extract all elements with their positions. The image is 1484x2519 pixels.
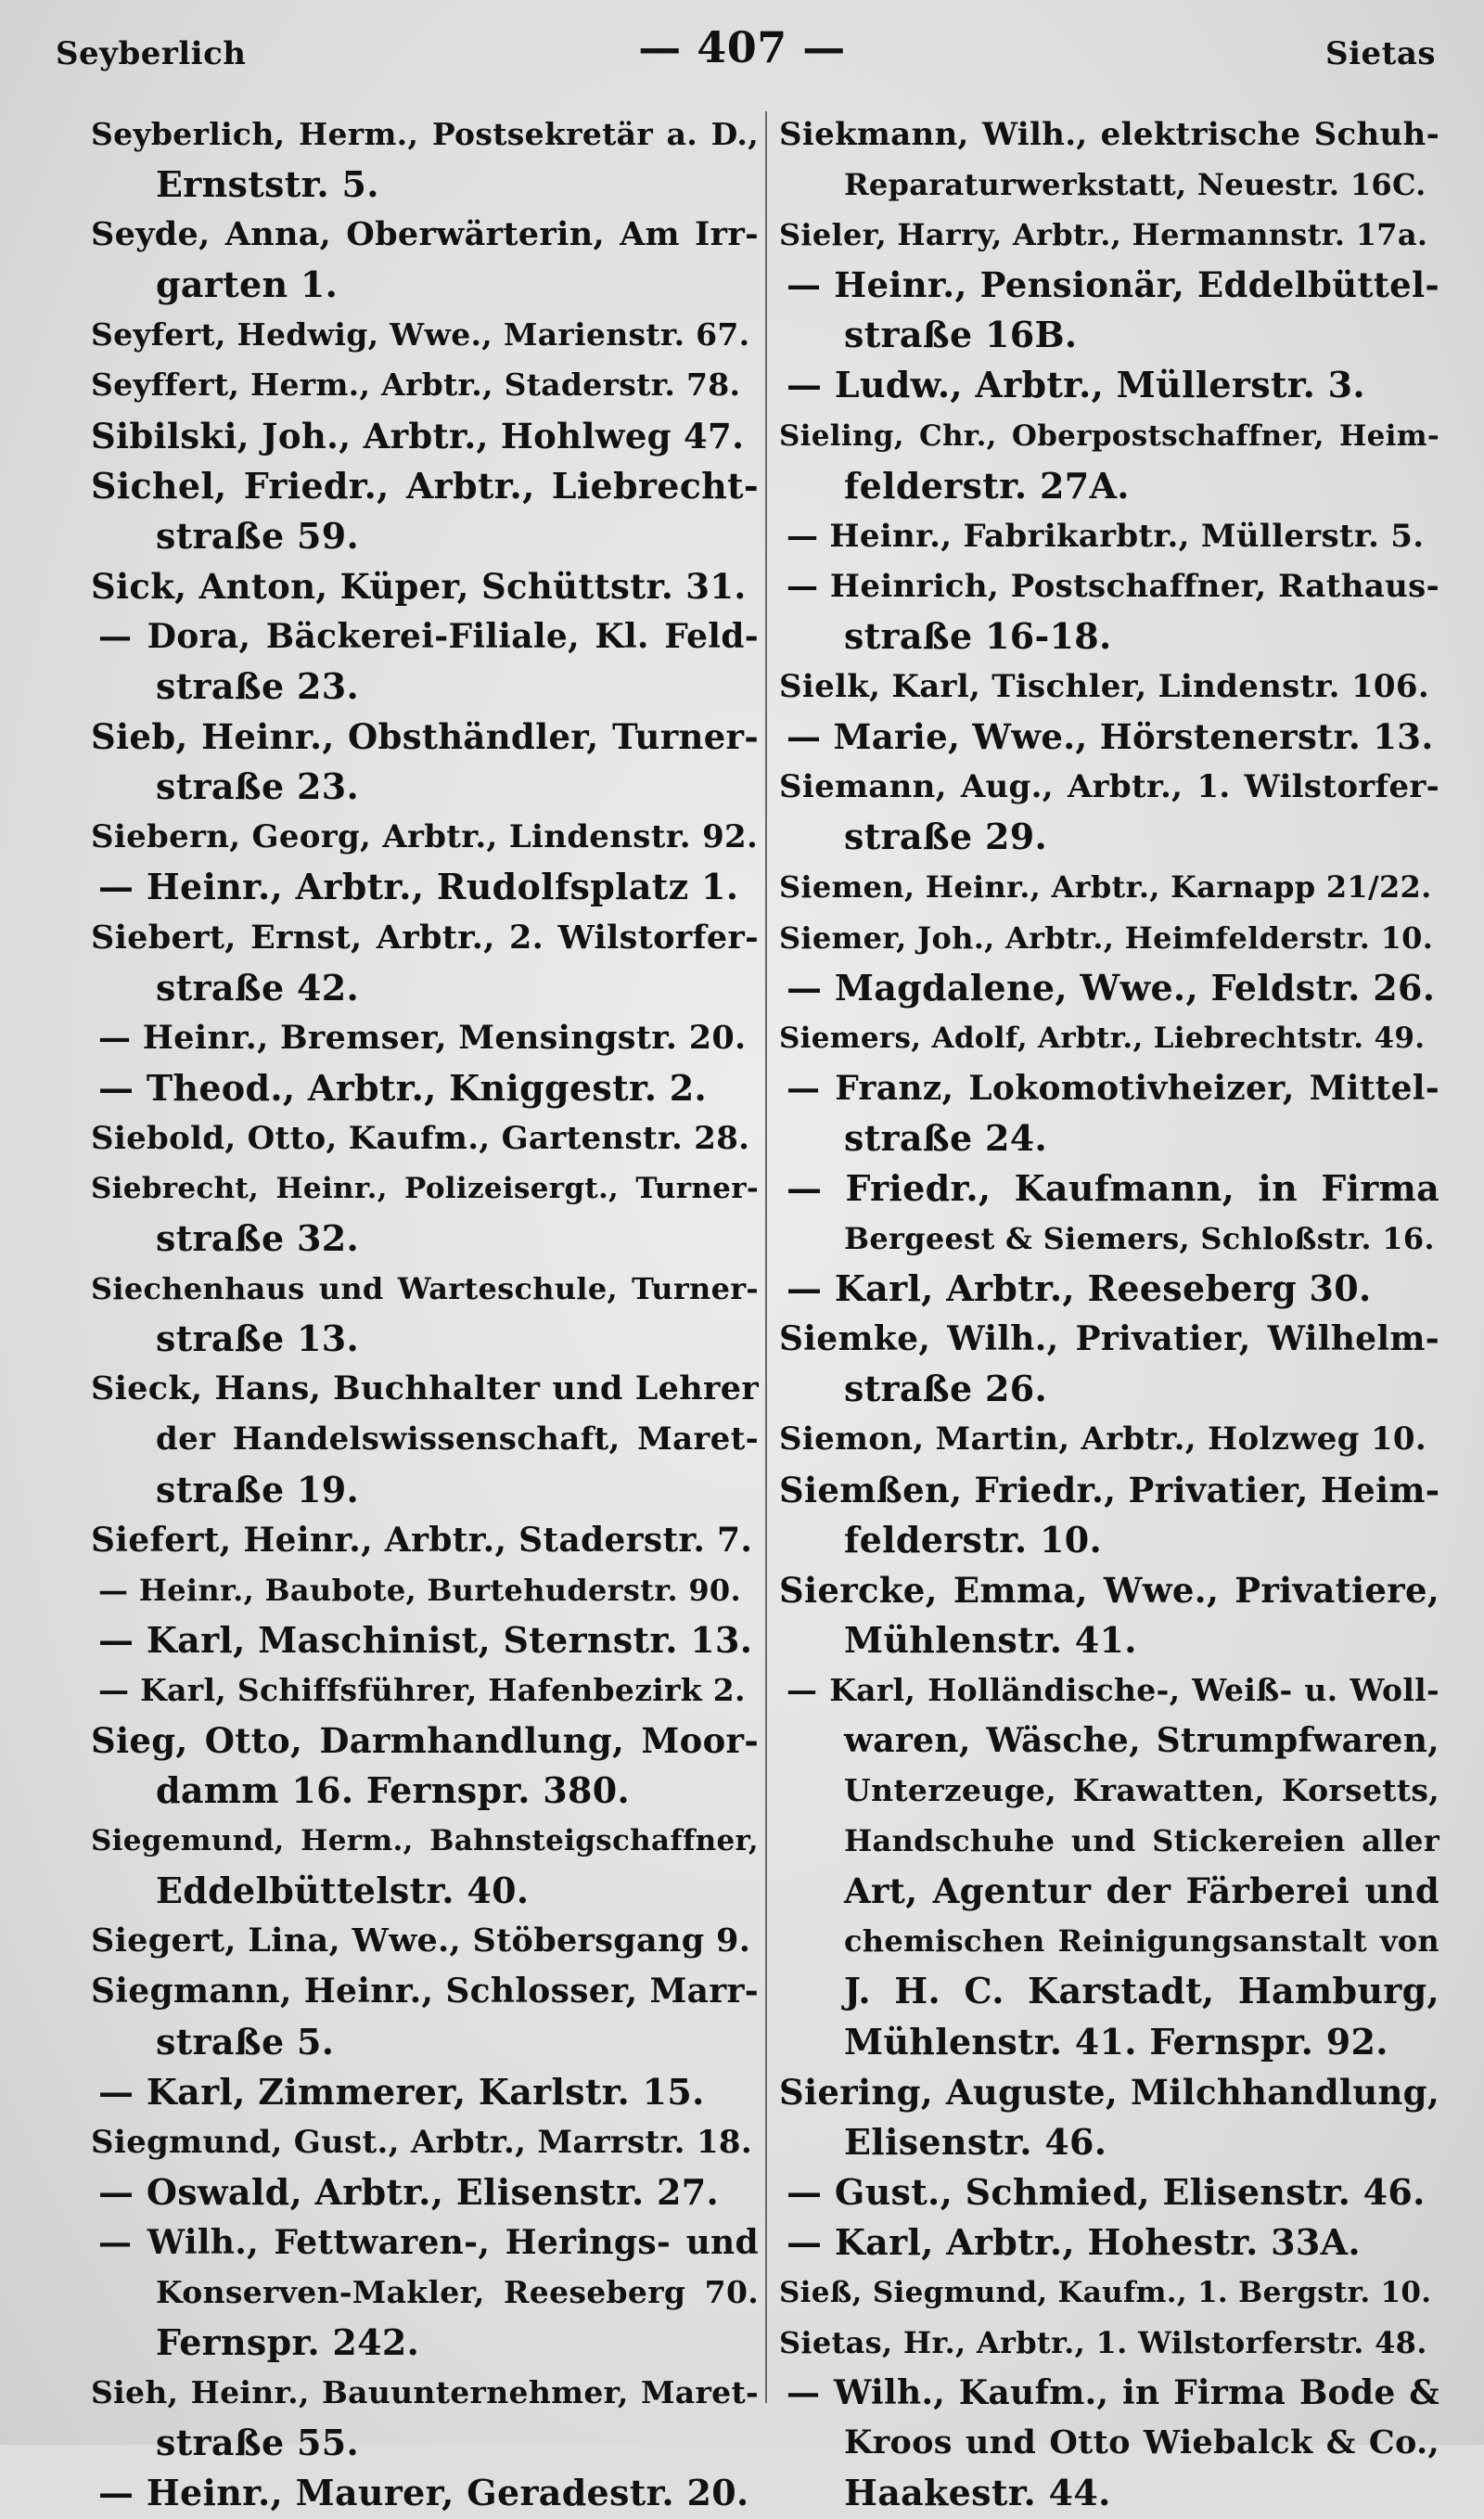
directory-line: Sieler, Harry, Arbtr., Hermannstr. 17a. [779,217,1428,253]
directory-line: straße 42. [156,966,359,1009]
directory-line: straße 26. [844,1368,1047,1410]
directory-line: straße 13. [156,1317,359,1360]
directory-line: — Oswald, Arbtr., Elisenstr. 27. [98,2170,720,2213]
directory-line: Konserven-Makler, Reeseberg 70. [156,2274,759,2311]
directory-line: felderstr. 10. [844,1518,1102,1561]
directory-line: — Karl, Schiffsführer, Hafenbezirk 2. [98,1671,746,1708]
directory-line: — Magdalene, Wwe., Feldstr. 26. [787,966,1436,1009]
directory-line: Haakestr. 44. [844,2472,1111,2514]
directory-line: — Wilh., Fettwaren-, Herings- und [98,2222,759,2262]
directory-line: Art, Agentur der Färberei und [844,1870,1439,1912]
directory-line: Siefert, Heinr., Arbtr., Staderstr. 7. [91,1520,753,1560]
directory-line: Sielk, Karl, Tischler, Lindenstr. 106. [779,668,1429,706]
directory-line: — Dora, Bäckerei-Filiale, Kl. Feld- [98,616,759,656]
directory-line: Siering, Auguste, Milchhandlung, [779,2071,1439,2113]
directory-line: straße 23. [156,765,359,808]
directory-line: Sieck, Hans, Buchhalter und Lehrer [91,1369,759,1408]
directory-line: Seyberlich, Herm., Postsekretär a. D., [91,116,759,152]
directory-line: Siegemund, Herm., Bahnsteigschaffner, [91,1824,759,1858]
directory-line: straße 29. [844,816,1047,858]
directory-line: Siegmann, Heinr., Schlosser, Marr- [91,1972,759,2011]
directory-line: — Marie, Wwe., Hörstenerstr. 13. [787,716,1434,758]
directory-line: Siemen, Heinr., Arbtr., Karnapp 21/22. [779,869,1432,906]
directory-line: — Karl, Arbtr., Reeseberg 30. [787,1267,1372,1310]
directory-line: straße 59. [156,514,359,557]
directory-line: garten 1. [156,263,339,306]
directory-line: Siemßen, Friedr., Privatier, Heim- [779,1469,1440,1510]
header-last-entry: Sietas [1325,35,1436,72]
directory-line: Sieh, Heinr., Bauunternehmer, Maret- [91,2374,759,2411]
directory-line: Ernststr. 5. [156,163,379,206]
directory-line: Mühlenstr. 41. Fernspr. 92. [844,2020,1388,2063]
directory-line: — Ludw., Arbtr., Müllerstr. 3. [787,364,1365,406]
directory-line: felderstr. 27A. [844,464,1130,507]
directory-line: Siekmann, Wilh., elektrische Schuh- [779,116,1439,153]
directory-line: Siemke, Wilh., Privatier, Wilhelm- [779,1319,1439,1359]
directory-line: Sibilski, Joh., Arbtr., Hohlweg 47. [91,415,745,456]
directory-line: straße 32. [156,1217,359,1260]
directory-line: Siemer, Joh., Arbtr., Heimfelderstr. 10. [779,919,1434,956]
directory-line: — Friedr., Kaufmann, in Firma [787,1166,1439,1209]
directory-line: Mühlenstr. 41. [844,1618,1137,1661]
directory-line: — Heinr., Baubote, Burtehuderstr. 90. [98,1572,741,1608]
directory-line: straße 5. [156,2020,335,2063]
directory-line: Sieg, Otto, Darmhandlung, Moor- [91,1720,759,1761]
directory-line: — Heinr., Arbtr., Rudolfsplatz 1. [98,866,739,908]
directory-line: Siemers, Adolf, Arbtr., Liebrechtstr. 49. [779,1021,1426,1055]
directory-line: Sieling, Chr., Oberpostschaffner, Heim- [779,418,1439,453]
directory-line: damm 16. Fernspr. 380. [156,1769,631,1812]
page-number: — 407 — [638,22,846,72]
directory-line: Siebert, Ernst, Arbtr., 2. Wilstorfer- [91,918,759,957]
directory-line: — Karl, Arbtr., Hohestr. 33A. [787,2220,1361,2263]
directory-line: Siebrecht, Heinr., Polizeisergt., Turner- [91,1171,759,1205]
directory-line: Siebold, Otto, Kaufm., Gartenstr. 28. [91,1119,750,1157]
directory-line: — Heinr., Pensionär, Eddelbüttel- [787,264,1439,306]
directory-line: Sick, Anton, Küper, Schüttstr. 31. [91,565,747,607]
page-header [45,17,1439,82]
directory-line: straße 55. [156,2422,359,2464]
directory-line: Handschuhe und Stickereien aller [844,1823,1439,1859]
directory-line: straße 19. [156,1468,359,1510]
header-first-entry: Seyberlich [56,35,247,72]
directory-line: Siemon, Martin, Arbtr., Holzweg 10. [779,1420,1427,1459]
directory-line: Unterzeuge, Krawatten, Korsetts, [844,1772,1439,1809]
directory-line: straße 16-18. [844,614,1112,657]
directory-line: — Heinr., Fabrikarbtr., Müllerstr. 5. [787,517,1425,555]
directory-line: Seyde, Anna, Oberwärterin, Am Irr- [91,215,759,254]
directory-line: der Handelswissenschaft, Maret- [156,1420,759,1459]
directory-line: — Theod., Arbtr., Kniggestr. 2. [98,1066,708,1109]
directory-line: J. H. C. Karstadt, Hamburg, [844,1970,1439,2012]
directory-line: Seyffert, Herm., Arbtr., Staderstr. 78. [91,366,741,404]
directory-line: Sieß, Siegmund, Kaufm., 1. Bergstr. 10. [779,2276,1432,2310]
directory-line: — Heinrich, Postschaffner, Rathaus- [787,567,1439,605]
directory-line: Reparaturwerkstatt, Neuestr. 16C. [844,167,1426,203]
directory-line: Sichel, Friedr., Arbtr., Liebrecht- [91,464,759,507]
directory-line: Eddelbüttelstr. 40. [156,1870,530,1912]
column-divider [765,111,767,2403]
directory-line: Siechenhaus und Warteschule, Turner- [91,1271,759,1307]
directory-line: Kroos und Otto Wiebalck & Co., [844,2423,1439,2462]
directory-line: — Franz, Lokomotivheizer, Mittel- [787,1068,1439,1108]
directory-line: Seyfert, Hedwig, Wwe., Marienstr. 67. [91,316,750,353]
directory-line: Siegmund, Gust., Arbtr., Marrstr. 18. [91,2123,752,2161]
directory-line: chemischen Reinigungsanstalt von [844,1923,1439,1960]
directory-line: Siebern, Georg, Arbtr., Lindenstr. 92. [91,818,759,856]
directory-line: Siemann, Aug., Arbtr., 1. Wilstorfer- [779,768,1439,806]
directory-line: — Gust., Schmied, Elisenstr. 46. [787,2170,1426,2213]
directory-line: Sietas, Hr., Arbtr., 1. Wilstorferstr. 48. [779,2325,1427,2361]
directory-line: — Heinr., Maurer, Geradestr. 20. [98,2472,749,2514]
directory-line: waren, Wäsche, Strumpfwaren, [844,1721,1439,1760]
directory-line: Siercke, Emma, Wwe., Privatiere, [779,1569,1439,1611]
directory-line: straße 16B. [844,314,1078,356]
directory-line: Siegert, Lina, Wwe., Stöbersgang 9. [91,1921,751,1960]
directory-line: — Wilh., Kaufm., in Firma Bode & [787,2373,1439,2413]
left-column [91,109,759,2519]
directory-line: — Heinr., Bremser, Mensingstr. 20. [98,1018,747,1057]
directory-line: — Karl, Holländische-, Weiß- u. Woll- [787,1671,1439,1708]
directory-line: — Karl, Maschinist, Sternstr. 13. [98,1618,753,1661]
directory-line: Fernspr. 242. [156,2321,420,2364]
directory-line: Elisenstr. 46. [844,2120,1107,2163]
directory-line: straße 24. [844,1116,1047,1159]
directory-line: — Karl, Zimmerer, Karlstr. 15. [98,2070,705,2113]
directory-line: Bergeest & Siemers, Schloßstr. 16. [844,1221,1435,1257]
directory-line: straße 23. [156,665,359,708]
right-column [779,109,1439,2519]
directory-line: Sieb, Heinr., Obsthändler, Turner- [91,716,759,758]
